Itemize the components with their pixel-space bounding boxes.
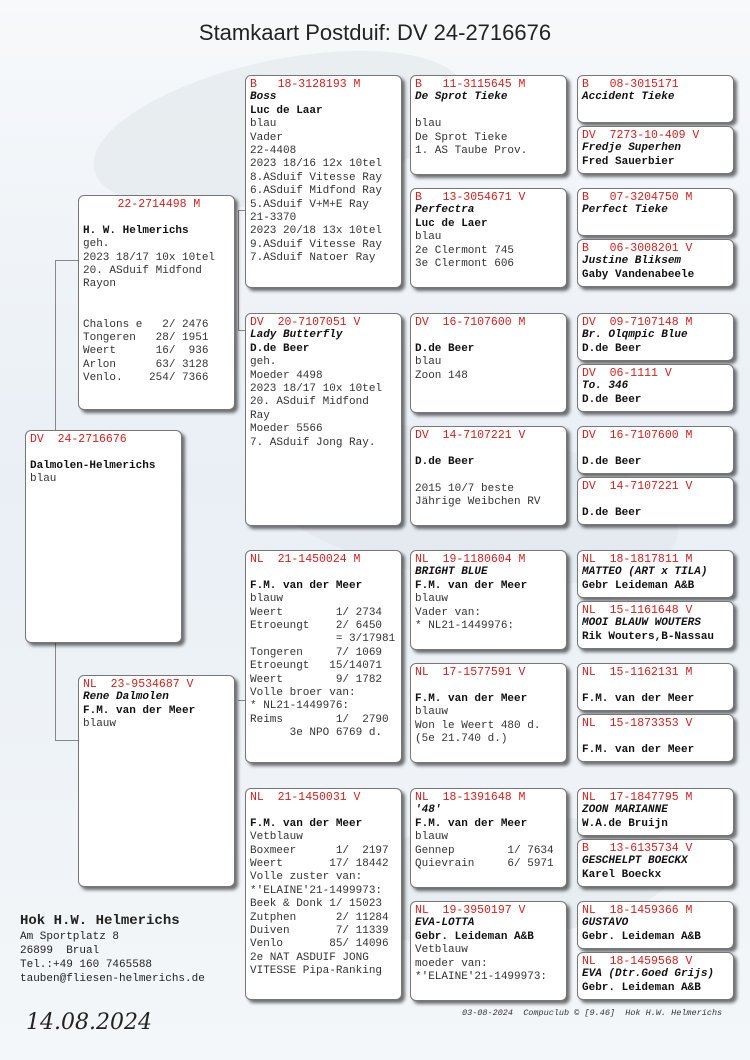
info-line: Weert 1/ 2734 xyxy=(250,606,383,619)
page-title: Stamkaart Postduif: DV 24-2716676 xyxy=(198,20,552,45)
info-line: Boxmeer 1/ 2197 xyxy=(250,844,389,857)
info-line: VITESSE Pipa-Ranking xyxy=(250,965,383,978)
ring-number: NL 18-1459568 V xyxy=(582,955,693,968)
connector-line xyxy=(55,740,80,741)
ring-number: DV 20-7107051 V xyxy=(250,316,361,329)
info-line: Volle broer van: xyxy=(250,687,356,700)
ring-number: DV 24-2716676 xyxy=(30,433,127,446)
breeder-name: F.M. van der Meer xyxy=(415,817,528,830)
info-line: 20. ASduif Midfond xyxy=(83,265,202,278)
breeder-name: Gaby Vandenabeele xyxy=(582,268,695,281)
connector-line xyxy=(238,210,245,211)
owner-email[interactable]: tauben@fliesen-helmerichs.de xyxy=(20,973,205,985)
info-line: Weert 17/ 18442 xyxy=(250,858,389,871)
info-line: Vetblauw xyxy=(415,944,468,957)
breeder-name: F.M. van der Meer xyxy=(582,692,695,705)
info-line: 3e Clermont 606 xyxy=(415,258,515,271)
breeder-name: Luc de Laar xyxy=(250,104,323,117)
info-line: Quievrain 6/ 5971 xyxy=(415,858,554,871)
pigeon-card-sdd[interactable] xyxy=(410,426,567,526)
print-footer: 03-08-2024 Compuclub © [9.46] Hok H.W. Helmerichs xyxy=(462,1008,723,1018)
info-line: 7. ASduif Jong Ray. xyxy=(250,436,376,449)
info-line: 2e Clermont 745 xyxy=(415,244,515,257)
pigeon-card-dss[interactable] xyxy=(410,550,567,650)
info-line: Etroeungt 2/ 6450 xyxy=(250,620,383,633)
info-line: Vetblauw xyxy=(250,831,303,844)
owner-phone: Tel.:+49 160 7465588 xyxy=(20,959,153,971)
ring-number: NL 21-1450024 M xyxy=(250,553,361,566)
pigeon-name: '48' xyxy=(415,804,442,817)
pigeon-card-g4-3[interactable] xyxy=(577,188,734,236)
info-line: blauw xyxy=(250,593,284,606)
owner-street: Am Sportplatz 8 xyxy=(20,931,120,943)
breeder-name: F.M. van der Meer xyxy=(83,704,196,717)
info-line: 2e NAT ASDUIF JONG xyxy=(250,951,369,964)
info-line: 21-3370 xyxy=(250,212,297,225)
breeder-name: W.A.de Bruijn xyxy=(582,817,668,830)
pigeon-name: To. 346 xyxy=(582,380,629,393)
breeder-name: D.de Beer xyxy=(582,342,642,355)
pigeon-card-g4-14[interactable] xyxy=(577,839,734,887)
info-line: * NL21-1449976: xyxy=(250,700,350,713)
pigeon-card-g4-4[interactable] xyxy=(577,239,734,287)
info-line: Zutphen 2/ 11284 xyxy=(250,911,389,924)
pigeon-name: EVA-LOTTA xyxy=(415,917,475,930)
ring-number: NL 17-1577591 V xyxy=(415,666,526,679)
pigeon-card-g4-7[interactable] xyxy=(577,426,734,474)
pigeon-card-g4-5[interactable] xyxy=(577,313,734,361)
race-result: Venlo. 254/ 7366 xyxy=(83,372,209,385)
ring-number: NL 23-9534687 V xyxy=(83,678,194,691)
info-line: blauw xyxy=(415,706,449,719)
info-line: 7.ASduif Natoer Ray xyxy=(250,252,376,265)
info-line: Volle zuster van: xyxy=(250,871,363,884)
pigeon-card-g4-10[interactable] xyxy=(577,601,734,649)
info-line: 8.ASduif Vitesse Ray xyxy=(250,171,383,184)
pigeon-name: ZOON MARIANNE xyxy=(582,804,668,817)
ring-number: DV 14-7107221 V xyxy=(415,429,526,442)
info-line: blau xyxy=(415,356,442,369)
pigeon-card-g4-8[interactable] xyxy=(577,477,734,525)
breeder-name: Dalmolen-Helmerichs xyxy=(30,459,156,472)
ring-number: B 11-3115645 M xyxy=(415,78,526,91)
breeder-name: F.M. van der Meer xyxy=(415,579,528,592)
race-result: Tongeren 28/ 1951 xyxy=(83,332,209,345)
pigeon-card-g4-11[interactable] xyxy=(577,663,734,711)
info-line: Etroeungt 15/14071 xyxy=(250,660,383,673)
info-line: = 3/17981 xyxy=(250,633,396,646)
ring-number: DV 16-7107600 M xyxy=(415,316,526,329)
owner-address-block xyxy=(20,912,205,986)
info-line: Beek & Donk 1/ 15023 xyxy=(250,898,383,911)
connector-line xyxy=(238,700,245,701)
info-line: Gennep 1/ 7634 xyxy=(415,844,554,857)
ring-number: DV 16-7107600 M xyxy=(582,429,693,442)
info-line: 3e NPO 6769 d. xyxy=(250,727,383,740)
connector-line xyxy=(238,210,239,330)
pigeon-card-g4-2[interactable] xyxy=(577,126,734,174)
breeder-name: D.de Beer xyxy=(415,455,475,468)
pigeon-name: Rene Dalmolen xyxy=(83,691,169,704)
breeder-name: Karel Boeckx xyxy=(582,868,662,881)
info-line: blauw xyxy=(83,718,117,731)
info-line: 2023 18/17 10x 10tel xyxy=(250,383,383,396)
ring-number: NL 19-3950197 V xyxy=(415,904,526,917)
breeder-name: D.de Beer xyxy=(582,393,642,406)
info-line: blauw xyxy=(415,593,449,606)
info-line: Jährige Weibchen RV xyxy=(415,496,541,508)
info-line: 22-4408 xyxy=(250,145,297,158)
pigeon-name: GUSTAVO xyxy=(582,917,629,930)
pigeon-card-sss[interactable] xyxy=(410,75,567,175)
breeder-name: F.M. van der Meer xyxy=(415,692,528,705)
info-line: Rayon xyxy=(83,278,117,291)
breeder-name: Luc de Laer xyxy=(415,217,488,230)
info-line: Duiven 7/ 11339 xyxy=(250,925,389,938)
connector-line xyxy=(238,330,245,331)
breeder-name: D.de Beer xyxy=(582,506,642,519)
connector-line xyxy=(55,260,56,430)
info-line: blau xyxy=(30,473,57,486)
info-line: * NL21-1449976: xyxy=(415,620,515,633)
ring-number: 22-2714498 M xyxy=(83,198,201,211)
breeder-name: Gebr Leideman A&B xyxy=(582,579,695,592)
pigeon-name: Accident Tieke xyxy=(582,91,675,104)
pigeon-card-sd[interactable] xyxy=(245,313,402,526)
pigeon-card-g4-6[interactable] xyxy=(577,364,734,412)
breeder-name: D.de Beer xyxy=(415,342,475,355)
info-line: Reims 1/ 2790 xyxy=(250,713,389,726)
breeder-name: H. W. Helmerichs xyxy=(83,224,189,237)
pigeon-card-subject[interactable] xyxy=(25,430,182,643)
ring-number: NL 18-1817811 M xyxy=(582,553,693,566)
info-line: (5e 21.740 d.) xyxy=(415,733,508,746)
breeder-name: Gebr. Leideman A&B xyxy=(582,930,701,943)
pigeon-card-g4-13[interactable] xyxy=(577,788,734,836)
info-line: geh. xyxy=(250,356,277,369)
ring-number: NL 21-1450031 V xyxy=(250,791,361,804)
breeder-name: F.M. van der Meer xyxy=(250,817,363,830)
ring-number: NL 15-1162131 M xyxy=(582,666,693,679)
pigeon-card-g4-9[interactable] xyxy=(577,550,734,598)
pigeon-name: MOOI BLAUW WOUTERS xyxy=(582,617,701,630)
pigeon-name: Fredje Superhen xyxy=(582,142,682,155)
pigeon-name: MATTEO (ART x TILA) xyxy=(582,566,708,579)
connector-line xyxy=(55,260,80,261)
ring-number: NL 19-1180604 M xyxy=(415,553,526,566)
pigeon-card-dds[interactable] xyxy=(410,788,567,888)
info-line: *'ELAINE'21-1499973: xyxy=(250,884,383,897)
info-line: geh. xyxy=(83,238,110,251)
owner-city: 26899 Brual xyxy=(20,945,100,957)
connector-line xyxy=(55,640,56,740)
race-result: Arlon 63/ 3128 xyxy=(83,358,209,371)
breeder-name: F.M. van der Meer xyxy=(250,579,363,592)
ring-number: DV 06-1111 V xyxy=(582,367,672,380)
info-line: Weert 9/ 1782 xyxy=(250,673,383,686)
ring-number: B 13-6135734 V xyxy=(582,842,693,855)
ring-number: B 07-3204750 M xyxy=(582,191,693,204)
pigeon-name: Perfectra xyxy=(415,204,475,217)
pigeon-card-g4-16[interactable] xyxy=(577,952,734,1000)
info-line: Tongeren 7/ 1069 xyxy=(250,646,383,659)
ring-number: DV 7273-10-409 V xyxy=(582,129,700,142)
info-line: 20. ASduif Midfond xyxy=(250,396,369,409)
pigeon-name: EVA (Dtr.Goed Grijs) xyxy=(582,968,715,981)
ring-number: B 18-3128193 M xyxy=(250,78,361,91)
race-result: Weert 16/ 936 xyxy=(83,345,209,358)
pigeon-name: De Sprot Tieke xyxy=(415,91,508,104)
info-line: De Sprot Tieke xyxy=(415,131,508,144)
pigeon-card-ds[interactable] xyxy=(245,550,402,763)
ring-number: NL 18-1391648 M xyxy=(415,791,526,804)
info-line: blau xyxy=(250,118,277,131)
pigeon-name: Boss xyxy=(250,91,277,104)
ring-number: B 06-3008201 V xyxy=(582,242,693,255)
pigeon-name: Br. Olqmpic Blue xyxy=(582,329,688,342)
info-line: 5.ASduif V+M+E Ray xyxy=(250,198,369,211)
info-line: 1. AS Taube Prov. xyxy=(415,145,528,158)
info-line: 2023 18/17 10x 10tel xyxy=(83,251,216,264)
ring-number: NL 15-1873353 V xyxy=(582,717,693,730)
pigeon-card-g4-15[interactable] xyxy=(577,901,734,949)
info-line: Vader van: xyxy=(415,606,482,619)
info-line: 9.ASduif Vitesse Ray xyxy=(250,238,383,251)
info-line: 2023 18/16 12x 10tel xyxy=(250,158,383,171)
race-result: Chalons e 2/ 2476 xyxy=(83,318,209,331)
pigeon-name: BRIGHT BLUE xyxy=(415,566,488,579)
info-line: 6.ASduif Midfond Ray xyxy=(250,185,383,198)
info-line: Ray xyxy=(250,409,270,422)
breeder-name: Fred Sauerbier xyxy=(582,155,675,168)
info-line: Venlo 85/ 14096 xyxy=(250,938,389,951)
breeder-name: F.M. van der Meer xyxy=(582,743,695,756)
pigeon-card-dd[interactable] xyxy=(245,788,402,1000)
info-line: blau xyxy=(415,118,442,131)
pigeon-card-sds[interactable] xyxy=(410,313,567,413)
ring-number: B 13-3054671 V xyxy=(415,191,526,204)
ring-number: B 08-3015171 xyxy=(582,78,679,91)
pigeon-card-g4-1[interactable] xyxy=(577,75,734,123)
info-line: 2023 20/18 13x 10tel xyxy=(250,225,383,238)
info-line: 2015 10/7 beste xyxy=(415,482,515,495)
ring-number: NL 17-1847795 M xyxy=(582,791,693,804)
info-line: blau xyxy=(415,231,442,244)
info-line: Zoon 148 xyxy=(415,369,468,382)
pigeon-card-dam[interactable] xyxy=(78,675,235,887)
info-line: blauw xyxy=(415,831,449,844)
owner-name: Hok H.W. Helmerichs xyxy=(20,913,180,929)
ring-number: DV 09-7107148 M xyxy=(582,316,693,329)
ring-number: DV 14-7107221 V xyxy=(582,480,693,493)
info-line: *'ELAINE'21-1499973: xyxy=(415,971,548,984)
breeder-name: Gebr. Leideman A&B xyxy=(582,981,701,994)
ring-number: NL 15-1161648 V xyxy=(582,604,693,617)
pigeon-card-sire[interactable] xyxy=(78,195,235,410)
pigeon-card-ssd[interactable] xyxy=(410,188,567,288)
pigeon-card-dsd[interactable] xyxy=(410,663,567,763)
pigeon-name: Lady Butterfly xyxy=(250,329,343,342)
breeder-name: D.de Beer xyxy=(582,455,642,468)
info-line: Won le Weert 480 d. xyxy=(415,719,541,732)
info-line: Vader xyxy=(250,131,284,144)
info-line: Moeder 4498 xyxy=(250,369,323,382)
pigeon-name: Perfect Tieke xyxy=(582,204,668,217)
pigeon-name: GESCHELPT BOECKX xyxy=(582,855,688,868)
breeder-name: Gebr. Leideman A&B xyxy=(415,930,534,943)
handwritten-date-signature: 14.08.2024 xyxy=(26,1010,152,1035)
pigeon-card-ss[interactable] xyxy=(245,75,402,288)
info-line: moeder van: xyxy=(415,957,488,970)
info-line: Moeder 5566 xyxy=(250,423,323,436)
breeder-name: D.de Beer xyxy=(250,342,310,355)
breeder-name: Rik Wouters,B-Nassau xyxy=(582,630,715,643)
pigeon-name: Justine Bliksem xyxy=(582,255,682,268)
pigeon-card-ddd[interactable] xyxy=(410,901,567,1001)
pigeon-card-g4-12[interactable] xyxy=(577,714,734,762)
ring-number: NL 18-1459366 M xyxy=(582,904,693,917)
